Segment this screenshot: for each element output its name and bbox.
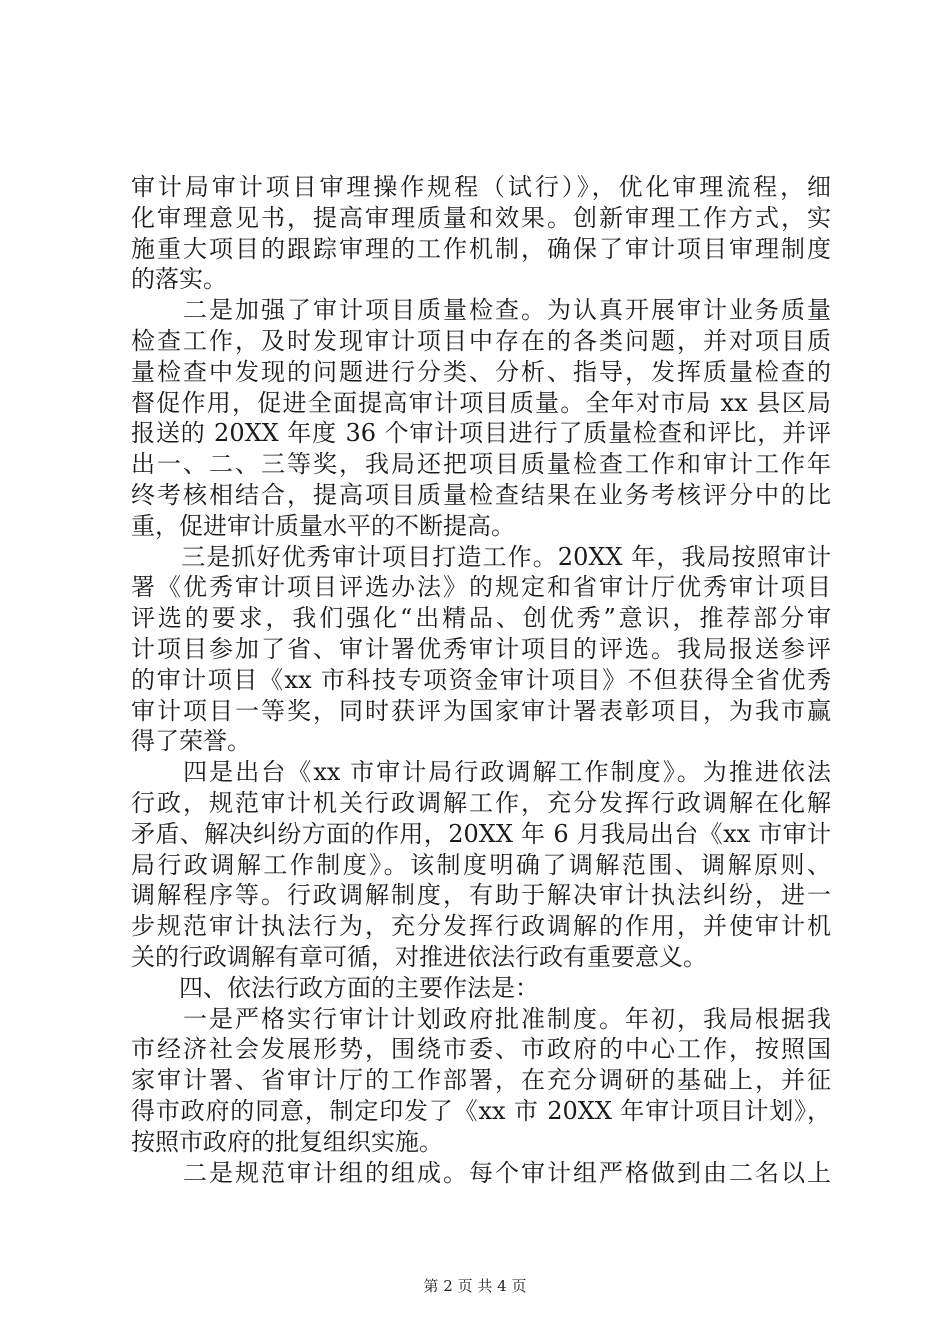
text-line: 施重大项目的跟踪审理的工作机制，确保了审计项目审理制度 [131,234,831,263]
text-line: 步规范审计执法行为，充分发挥行政调解的作用，并使审计机 [131,912,831,941]
text-line: 量检查中发现的问题进行分类、分析、指导，发挥质量检查的 [131,357,831,386]
text-line: 化审理意见书，提高审理质量和效果。创新审理工作方式，实 [131,203,831,232]
text-line: 得了荣誉。 [131,727,251,756]
text-line: 终考核相结合，提高项目质量检查结果在业务考核评分中的比 [131,480,831,509]
text-line: 矛盾、解决纠纷方面的作用，20XX 年 6 月我局出台《xx 市审计 [131,819,831,848]
text-line: 评选的要求，我们强化“出精品、创优秀”意识，推荐部分审 [131,604,831,633]
text-line: 四是出台《xx 市审计局行政调解工作制度》。为推进依法 [131,758,831,787]
text-line: 关的行政调解有章可循，对推进依法行政有重要意义。 [131,942,707,971]
text-line: 检查工作，及时发现审计项目中存在的各类问题，并对项目质 [131,326,831,355]
text-line: 得市政府的同意，制定印发了《xx 市 20XX 年审计项目计划》， [131,1096,831,1125]
text-line: 计项目参加了省、审计署优秀审计项目的评选。我局报送参评 [131,634,831,663]
text-line: 督促作用，促进全面提高审计项目质量。全年对市局 xx 县区局 [131,388,831,417]
text-line: 审计局审计项目审理操作规程（试行）》，优化审理流程，细 [131,173,831,201]
text-line: 的审计项目《xx 市科技专项资金审计项目》不但获得全省优秀 [131,665,831,694]
page-footer: 第 2 页 共 4 页 [423,1277,527,1295]
text-line: 出一、二、三等奖，我局还把项目质量检查工作和审计工作年 [131,450,831,479]
text-line: 按照市政府的批复组织实施。 [131,1127,443,1156]
text-line: 的落实。 [131,265,227,294]
text-line: 报送的 20XX 年度 36 个审计项目进行了质量检查和评比，并评 [131,419,831,448]
text-line: 重，促进审计质量水平的不断提高。 [131,511,515,540]
text-line: 三是抓好优秀审计项目打造工作。20XX 年，我局按照审计 [131,542,831,571]
text-line: 四、依法行政方面的主要作法是： [131,973,539,1002]
document-body [131,172,831,1188]
text-line: 局行政调解工作制度》。该制度明确了调解范围、调解原则、 [131,850,831,879]
text-line: 二是规范审计组的组成。每个审计组严格做到由二名以上 [131,1158,831,1187]
text-line: 市经济社会发展形势，围绕市委、市政府的中心工作，按照国 [131,1035,831,1064]
text-line: 行政，规范审计机关行政调解工作，充分发挥行政调解在化解 [131,788,831,817]
text-line: 家审计署、省审计厅的工作部署，在充分调研的基础上，并征 [131,1066,831,1095]
text-line: 署《优秀审计项目评选办法》的规定和省审计厅优秀审计项目 [131,573,831,602]
text-line: 二是加强了审计项目质量检查。为认真开展审计业务质量 [131,296,831,325]
text-line: 审计项目一等奖，同时获评为国家审计署表彰项目，为我市赢 [131,696,831,725]
text-line: 一是严格实行审计计划政府批准制度。年初，我局根据我 [131,1004,831,1033]
text-line: 调解程序等。行政调解制度，有助于解决审计执法纠纷，进一 [131,881,831,910]
